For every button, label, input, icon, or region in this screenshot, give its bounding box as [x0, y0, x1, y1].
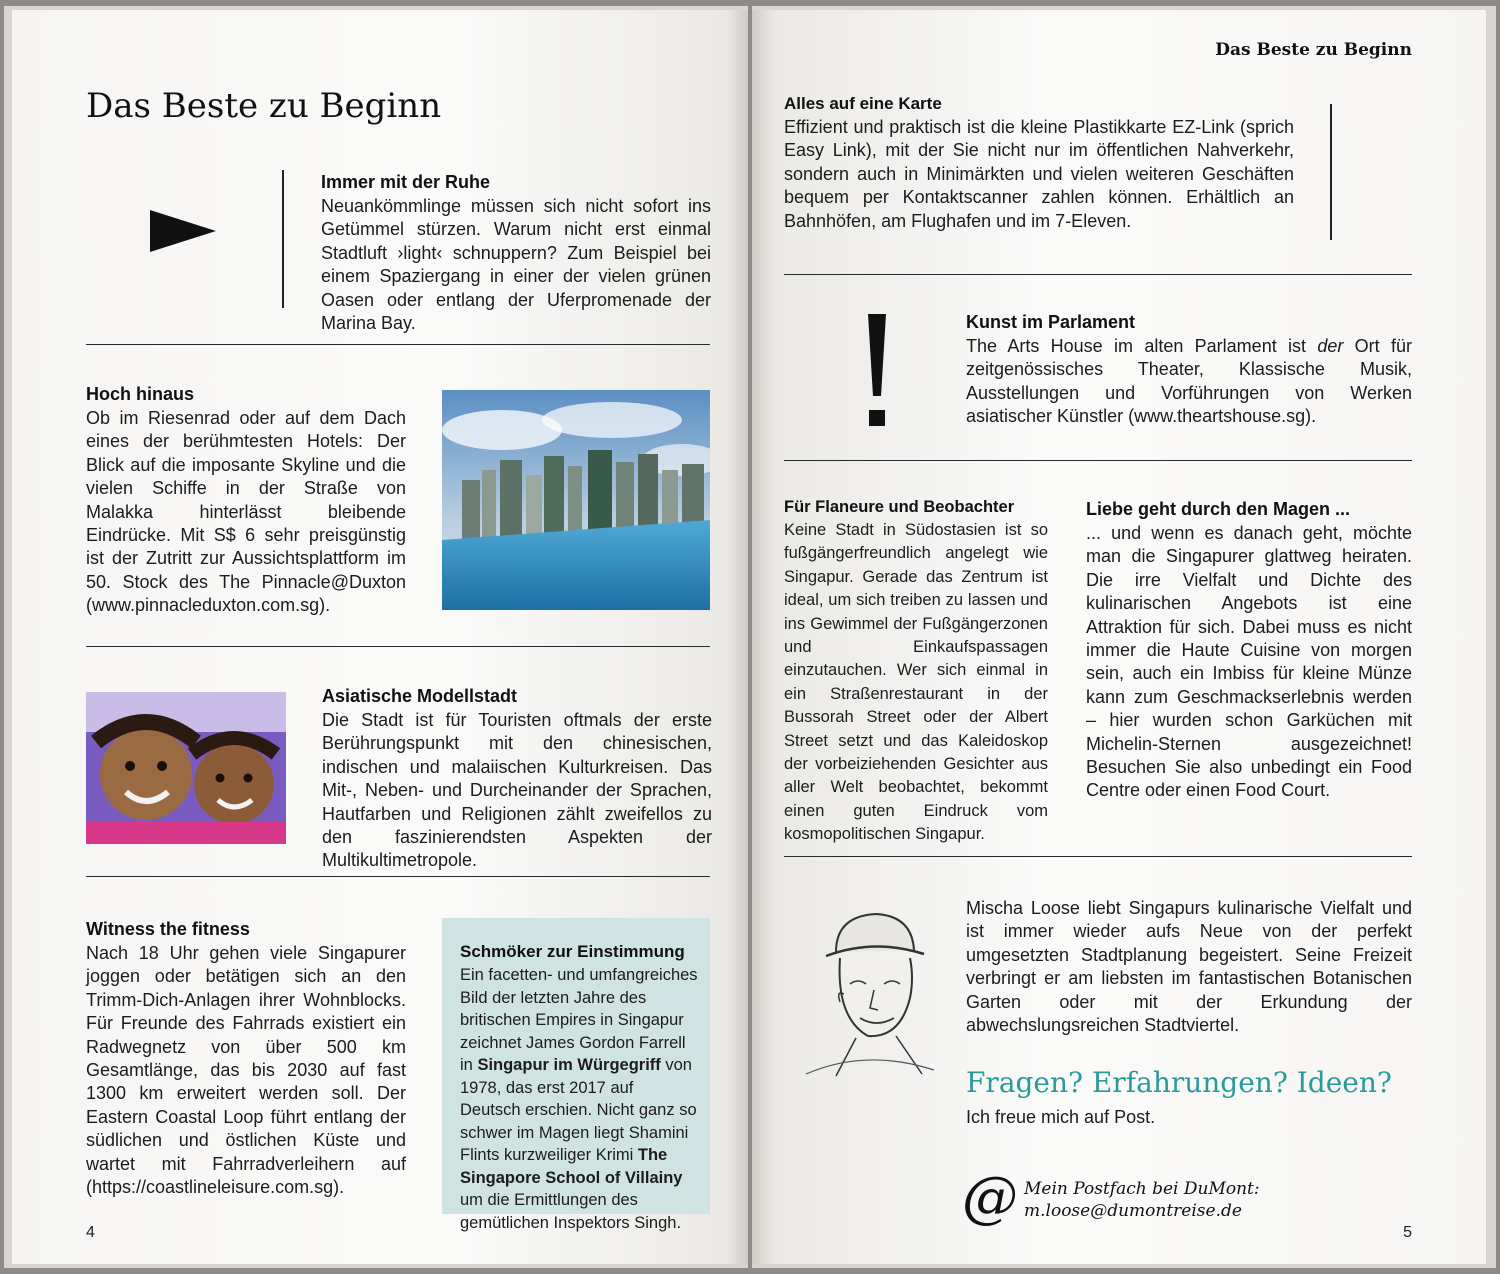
section-heading: Liebe geht durch den Magen ...: [1086, 499, 1351, 519]
exclamation-icon: [864, 314, 890, 426]
section-schmoeker: [460, 942, 698, 1234]
section-heading: Kunst im Parlament: [966, 312, 1136, 332]
section-heading: Immer mit der Ruhe: [321, 172, 491, 192]
book-title: The Singapore School of Villainy: [460, 1146, 683, 1187]
page-number: 5: [1403, 1224, 1412, 1241]
section-flaneure: [784, 498, 1048, 847]
section-heading: Witness the fitness: [86, 919, 250, 939]
section-modell: [322, 686, 712, 873]
section-ruhe: [321, 172, 711, 335]
triangle-arrow-icon: [148, 208, 218, 254]
divider: [784, 274, 1412, 275]
section-heading: Für Flaneure und Beobachter: [784, 498, 1015, 516]
emphasis: der: [1317, 336, 1344, 356]
author-sketch: [796, 898, 936, 1078]
running-head: Das Beste zu Beginn: [1215, 40, 1412, 60]
author-bio: Mischa Loose liebt Singapurs kulinarische Vielfalt und ist immer wieder aufs Neue von der perfekt umgesetzten Stadtplanung begeistert. Seine Freizeit verbringt er am liebsten im fantastischen Botanischen Garten oder mit der Erkundung der abwechslungsreichen Stadtviertel.: [966, 898, 1412, 1036]
right-page: [752, 10, 1486, 1264]
book-title: Singapur im Würgegriff: [477, 1056, 661, 1074]
email-link[interactable]: m.loose@dumontreise.de: [1024, 1201, 1242, 1221]
page-title: Das Beste zu Beginn: [86, 86, 442, 126]
section-heading: Asiatische Modellstadt: [322, 686, 518, 706]
greeting: Ich freue mich auf Post.: [966, 1107, 1156, 1127]
vertical-rule: [282, 170, 284, 308]
section-author: [966, 897, 1412, 1037]
section-karte: [784, 94, 1294, 233]
section-hoch: [86, 384, 406, 618]
text-part: The Arts House im alten Parlament ist: [966, 336, 1318, 356]
divider: [784, 856, 1412, 857]
text-part: von 1978, das erst 2017 auf Deutsch erschien. Nicht ganz so schwer im Magen liegt Shamini Flints kurzweiliger Krimi: [460, 1056, 697, 1164]
section-heading: Alles auf eine Karte: [784, 94, 942, 113]
section-body: Die Stadt ist für Touristen oftmals der erste Berührungspunkt mit den chinesischen, indischen und malaiischen Kulturkreisen. Das Mit-, Neben- und Durcheinander der Sprachen, Hautfarben und Religionen zählt zweifellos zu den faszinierendsten Aspekten der Multikultimetropole.: [322, 710, 712, 871]
section-body: ... und wenn es danach geht, möchte man die Singapurer glattweg heiraten. Die irre Vielfalt und Dichte des kulinarischen Angebots ist eine Attraktion für sich. Dabei muss es nicht immer die Haute Cuisine von morgen sein, auch ein Imbiss für kleine Münze kann zum Geschmackserlebnis werden – hier wurden schon Garküchen mit Michelin-Sternen ausgezeichnet! Besuchen Sie also unbedingt ein Food Centre oder einen Food Court.: [1086, 523, 1412, 801]
text-part: Ort für zeitgenössisches Theater, Klassische Musik, Ausstellungen und Vorführungen von Werken asiatischer Künstler (www.theartshouse.sg).: [966, 336, 1412, 427]
mailbox-label: Mein Postfach bei DuMont:: [1024, 1179, 1260, 1199]
section-body: Keine Stadt in Südostasien ist so fußgängerfreundlich angelegt wie Singapur. Gerade das Zentrum ist ideal, um sich treiben zu lassen und ins Gewimmel der Fußgängerzonen und Einkaufspassagen einzutauchen. Wer sich einmal in ein Straßenrestaurant in der Bussorah Street oder der Albert Street setzt und das Kaleidoskop der vorbeiziehenden Gesichter aus aller Welt beobachtet, bekommt einen guten Eindruck vom kosmopolitischen Singapur.: [784, 521, 1048, 844]
at-icon: @: [962, 1165, 1018, 1230]
divider: [784, 460, 1412, 461]
section-kunst: [966, 312, 1412, 429]
children-photo: [86, 692, 286, 844]
section-body: Ob im Riesenrad oder auf dem Dach eines der berühmtesten Hotels: Der Blick auf die imposante Skyline und die vielen Schiffe in der Straße von Malakka hinterlässt bleibende Eindrücke. Mit S$ 6 sehr preisgünstig ist der Zutritt zur Aussichtsplattform im 50. Stock des The Pinnacle@Duxton (www.pinnacleduxton.com.sg).: [86, 408, 406, 616]
text-part: Ein facetten- und umfangreiches Bild der letzten Jahre des britischen Empires in Singapur zeichnet James Gordon Farrell in: [460, 966, 698, 1074]
section-liebe: [1086, 499, 1412, 803]
section-fitness: [86, 919, 406, 1199]
section-body: [460, 964, 698, 1234]
section-body: [966, 335, 1412, 429]
text-part: um die Ermittlungen des gemütlichen Inspektors Singh.: [460, 1191, 682, 1232]
reading-tip-box: [442, 918, 710, 1232]
skyline-photo: [442, 390, 710, 610]
section-body: Nach 18 Uhr gehen viele Singapurer joggen oder betätigen sich an den Trimm-Dich-Anlagen ihrer Wohnblocks. Für Freunde des Fahrrads existiert ein Radwegnetz von über 500 km Gesamtlänge, das bis 2030 auf fast 1300 km erweitert werden soll. Der Eastern Coastal Loop führt entlang der südlichen und östlichen Küste und wartet mit Fahrradverleihern auf (https://coastlineleisure.com.sg).: [86, 943, 406, 1198]
section-heading: Schmöker zur Einstimmung: [460, 942, 685, 961]
question-headline: Fragen? Erfahrungen? Ideen?: [966, 1066, 1392, 1099]
section-body: Effizient und praktisch ist die kleine Plastikkarte EZ-Link (sprich Easy Link), mit der Sie nicht nur im öffentlichen Nahverkehr, sondern auch in Minimärkten und vielen weiteren Geschäften bequem per Kontaktscanner zahlen können. Erhältlich an Bahnhöfen, am Flughafen und im 7-Eleven.: [784, 117, 1294, 231]
page-number: 4: [86, 1224, 95, 1241]
section-body: Neuankömmlinge müssen sich nicht sofort ins Getümmel stürzen. Warum nicht erst einmal Stadtluft ›light‹ schnuppern? Zum Beispiel bei einem Spaziergang in einer der vielen grünen Oasen oder entlang der Uferpromenade der Marina Bay.: [321, 196, 711, 334]
divider: [86, 646, 710, 647]
section-heading: Hoch hinaus: [86, 384, 195, 404]
contact-block: [1024, 1178, 1260, 1222]
divider: [86, 344, 710, 345]
vertical-rule: [1330, 104, 1332, 240]
left-page: [12, 10, 748, 1264]
divider: [86, 876, 710, 877]
